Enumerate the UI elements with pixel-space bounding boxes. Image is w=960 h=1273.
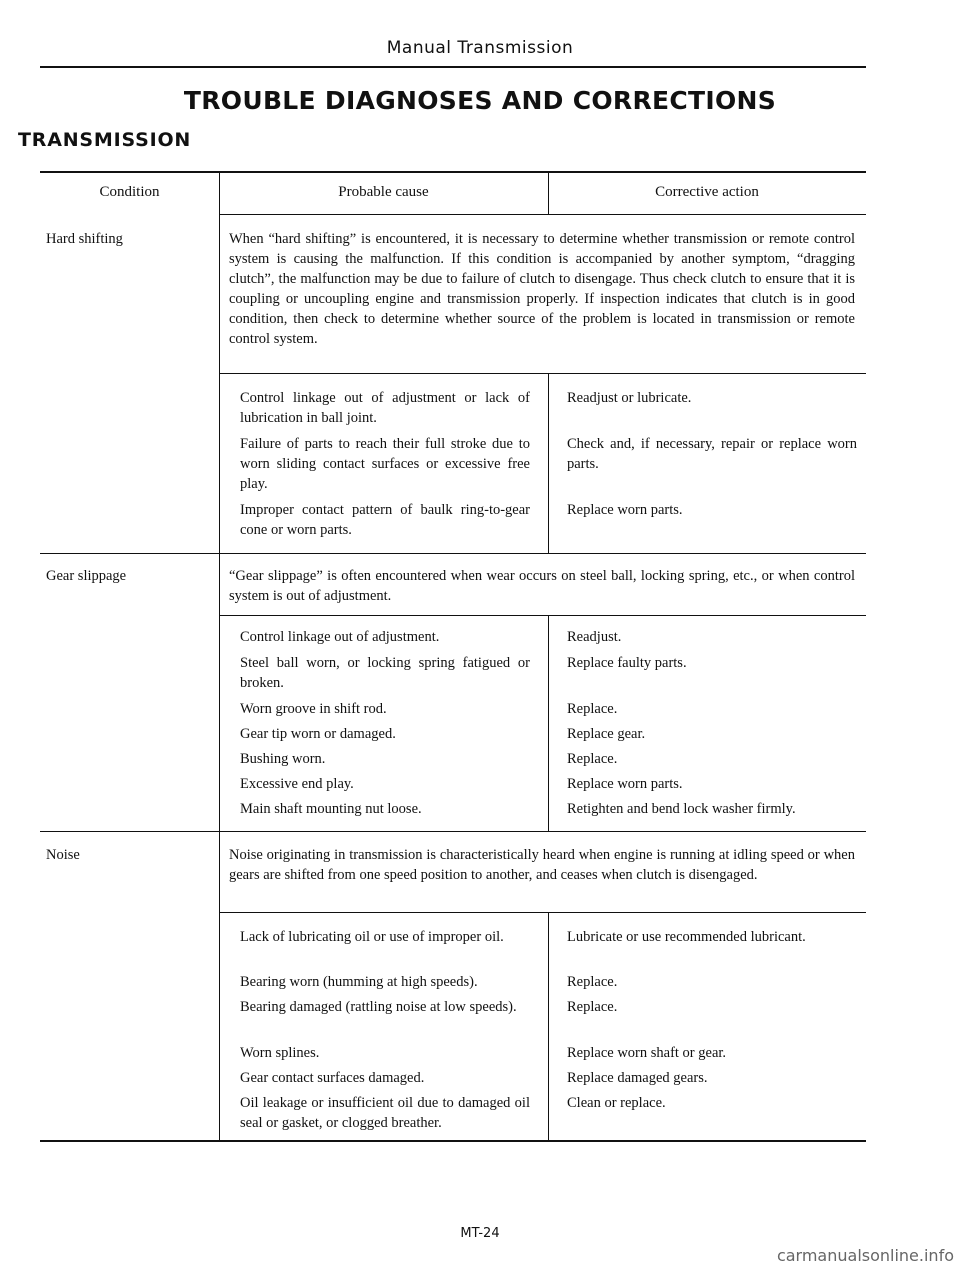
header-rule [40,66,866,68]
page-number: MT-24 [460,1226,500,1241]
action-cell: Replace. [567,999,618,1015]
condition-hard-shifting: Hard shifting [46,231,123,247]
action-cell: Replace. [567,974,618,990]
group1-bottom-rule [40,553,866,554]
action-cell: Clean or replace. [567,1095,666,1111]
hard-shifting-description: When “hard shifting” is encountered, it is necessary to determine whether transmission or remote control system is causing the malfunction. If this condition is accompanied by another symptom, “dragging clutch”, the malfunction may be due to failure of clutch to disengage. Thus check clutch to ensure that it is coupling or uncoupling engine and transmission properly. If inspection indicates that clutch is in good condition, then check to determine whether source of the problem is located in transmission or remote control system. [229,231,855,347]
running-header: Manual Transmission [386,38,574,58]
watermark: carmanualsonline.info [776,1246,954,1265]
cause-cell: Improper contact pattern of baulk ring-to-gear cone or worn parts. [240,502,530,538]
action-cell: Replace damaged gears. [567,1070,708,1086]
cause-cell: Main shaft mounting nut loose. [240,801,422,817]
cause-action-divider-group3 [548,912,549,1140]
action-cell: Replace worn shaft or gear. [567,1045,727,1061]
condition-column-divider [219,171,220,1141]
cause-cell: Worn groove in shift rod. [240,701,387,717]
header-bottom-rule [219,214,866,215]
page-title: TROUBLE DIAGNOSES AND CORRECTIONS [183,86,777,115]
column-header-probable-cause: Probable cause [338,184,429,200]
group3-sub-rule [219,912,866,913]
action-cell: Retighten and bend lock washer firmly. [567,801,796,817]
action-cell: Lubricate or use recommended lubricant. [567,929,806,945]
group2-bottom-rule [40,831,866,832]
noise-description: Noise originating in transmission is characteristically heard when engine is running at idling speed or when gears are shifted from one speed position to another, and ceases when clutch is disengaged. [229,847,855,883]
action-cell: Replace worn parts. [567,776,683,792]
cause-cell: Steel ball worn, or locking spring fatigued or broken. [240,655,530,691]
cause-cell: Control linkage out of adjustment. [240,629,440,645]
group1-sub-rule [219,373,866,374]
action-cell: Replace worn parts. [567,502,683,518]
cause-cell: Bearing damaged (rattling noise at low speeds). [240,999,517,1015]
action-cell: Replace gear. [567,726,646,742]
cause-cell: Excessive end play. [240,776,354,792]
action-cell: Replace faulty parts. [567,655,687,671]
column-header-corrective-action: Corrective action [655,184,759,200]
action-cell: Replace. [567,751,618,767]
section-title: TRANSMISSION [18,129,192,151]
group2-sub-rule [219,615,866,616]
condition-gear-slippage: Gear slippage [46,568,127,584]
condition-noise: Noise [46,847,80,863]
column-header-condition: Condition [99,184,160,200]
cause-cell: Lack of lubricating oil or use of improper oil. [240,929,504,945]
cause-cell: Failure of parts to reach their full stroke due to worn sliding contact surfaces or excessive free play. [240,436,530,492]
cause-action-divider-group1 [548,373,549,553]
cause-cell: Bearing worn (humming at high speeds). [240,974,478,990]
cause-cell: Worn splines. [240,1045,320,1061]
action-cell: Readjust or lubricate. [567,390,692,406]
table-top-rule [40,171,866,173]
cause-cell: Gear tip worn or damaged. [240,726,396,742]
cause-cell: Gear contact surfaces damaged. [240,1070,425,1086]
cause-cell: Oil leakage or insufficient oil due to damaged oil seal or gasket, or clogged breather. [240,1095,530,1131]
cause-cell: Control linkage out of adjustment or lack of lubrication in ball joint. [240,390,530,426]
cause-cell: Bushing worn. [240,751,326,767]
table-bottom-rule [40,1140,866,1142]
cause-action-divider-group2 [548,615,549,831]
action-cell: Readjust. [567,629,622,645]
action-cell: Replace. [567,701,618,717]
gear-slippage-description: “Gear slippage” is often encountered when wear occurs on steel ball, locking spring, etc., or when control system is out of adjustment. [229,568,855,604]
action-cell: Check and, if necessary, repair or replace worn parts. [567,436,857,472]
